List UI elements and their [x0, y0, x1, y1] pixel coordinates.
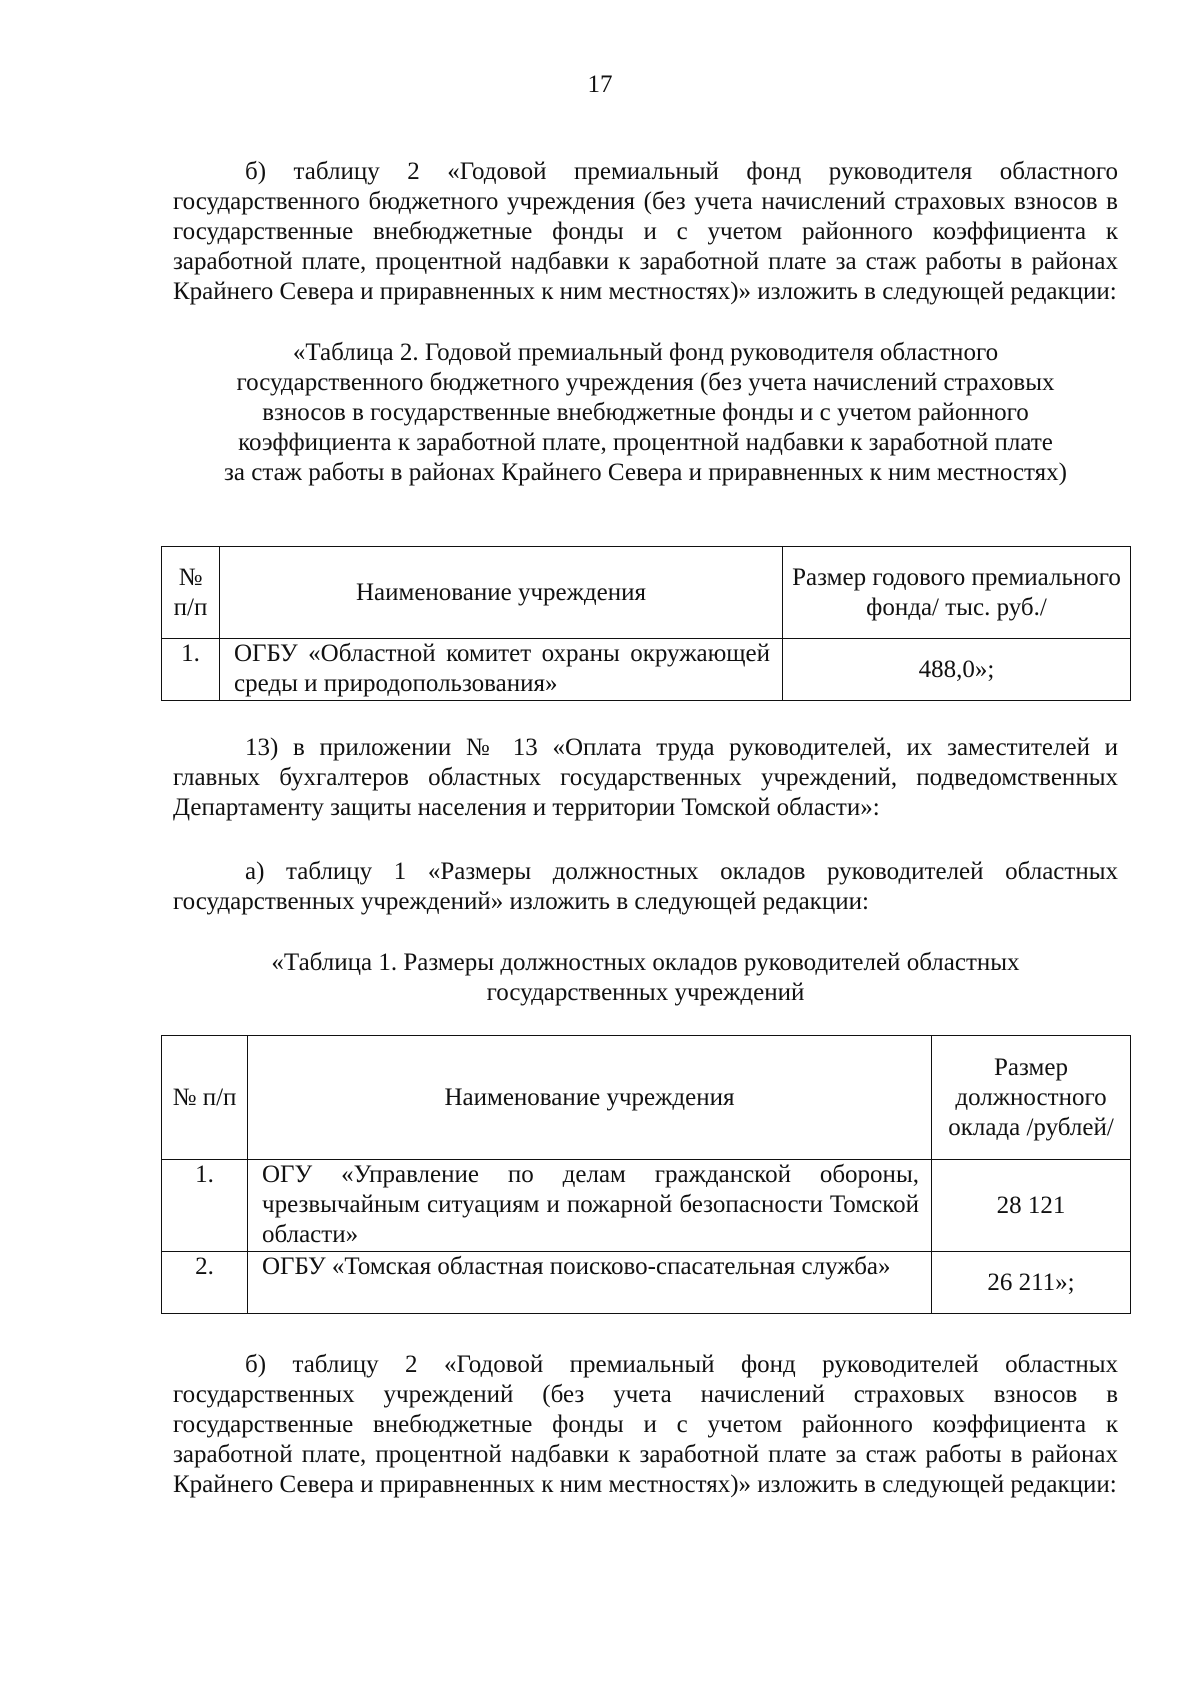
table-row — [162, 1252, 1131, 1314]
row-num: 1. — [162, 1160, 248, 1252]
paragraph-table2-premium-intro: б) таблицу 2 «Годовой премиальный фонд руководителей областных государственных учреждений (без учета начислений страховых взносов в государственные внебюджетные фонды и с учетом районного коэффициента к заработной плате, процентной надбавки к заработной плате за стаж работы в районах Крайнего Севера и приравненных к ним местностях)» изложить в следующей редакции: — [173, 1351, 1118, 1498]
header-num: № п/п — [162, 547, 220, 639]
row-value: 28 121 — [932, 1160, 1131, 1252]
paragraph-table2-intro: б) таблицу 2 «Годовой премиальный фонд руководителя областного государственного бюджетного учреждения (без учета начислений страховых взносов в государственные внебюджетные фонды и с учетом районного коэффициента к заработной плате, процентной надбавки к заработной плате за стаж работы в районах Крайнего Севера и приравненных к ним местностях)» изложить в следующей редакции: — [173, 158, 1118, 305]
header-value: Размер должностного оклада /рублей/ — [932, 1036, 1131, 1160]
header-name: Наименование учреждения — [248, 1036, 932, 1160]
caption-line: коэффициента к заработной плате, процентной надбавки к заработной плате — [238, 429, 1053, 456]
header-value: Размер годового премиального фонда/ тыс. руб./ — [783, 547, 1131, 639]
caption-line: «Таблица 1. Размеры должностных окладов руководителей областных — [271, 949, 1020, 976]
caption-line: государственных учреждений — [486, 979, 805, 1006]
row-name: ОГБУ «Томская областная поисково-спасательная служба» — [248, 1252, 932, 1314]
row-value: 26 211»; — [932, 1252, 1131, 1314]
row-name: ОГУ «Управление по делам гражданской обороны, чрезвычайным ситуациям и пожарной безопасности Томской области» — [248, 1160, 932, 1252]
caption-line: взносов в государственные внебюджетные фонды и с учетом районного — [262, 399, 1029, 426]
table1-caption — [173, 948, 1118, 1008]
table-header-row — [162, 1036, 1131, 1160]
row-value: 488,0»; — [783, 639, 1131, 701]
paragraph-appendix-13: 13) в приложении № 13 «Оплата труда руководителей, их заместителей и главных бухгалтеров областных государственных учреждений, подведомственных Департаменту защиты населения и территории Томской области»: — [173, 734, 1118, 821]
table-row — [162, 639, 1131, 701]
page-number: 17 — [587, 71, 613, 98]
row-num: 2. — [162, 1252, 248, 1314]
table-row — [162, 1160, 1131, 1252]
table2-caption — [173, 338, 1118, 488]
row-name: ОГБУ «Областной комитет охраны окружающей среды и природопользования» — [220, 639, 783, 701]
caption-line: государственного бюджетного учреждения (без учета начислений страховых — [236, 369, 1055, 396]
table-header-row — [162, 547, 1131, 639]
paragraph-table1-intro: а) таблицу 1 «Размеры должностных окладов руководителей областных государственных учреждений» изложить в следующей редакции: — [173, 858, 1118, 915]
row-num: 1. — [162, 639, 220, 701]
caption-line: за стаж работы в районах Крайнего Севера и приравненных к ним местностях) — [224, 459, 1067, 486]
caption-line: «Таблица 2. Годовой премиальный фонд руководителя областного — [292, 339, 999, 366]
salary-table — [161, 1035, 1131, 1314]
premium-fund-table — [161, 546, 1131, 701]
header-name: Наименование учреждения — [220, 547, 783, 639]
header-num: № п/п — [162, 1036, 248, 1160]
